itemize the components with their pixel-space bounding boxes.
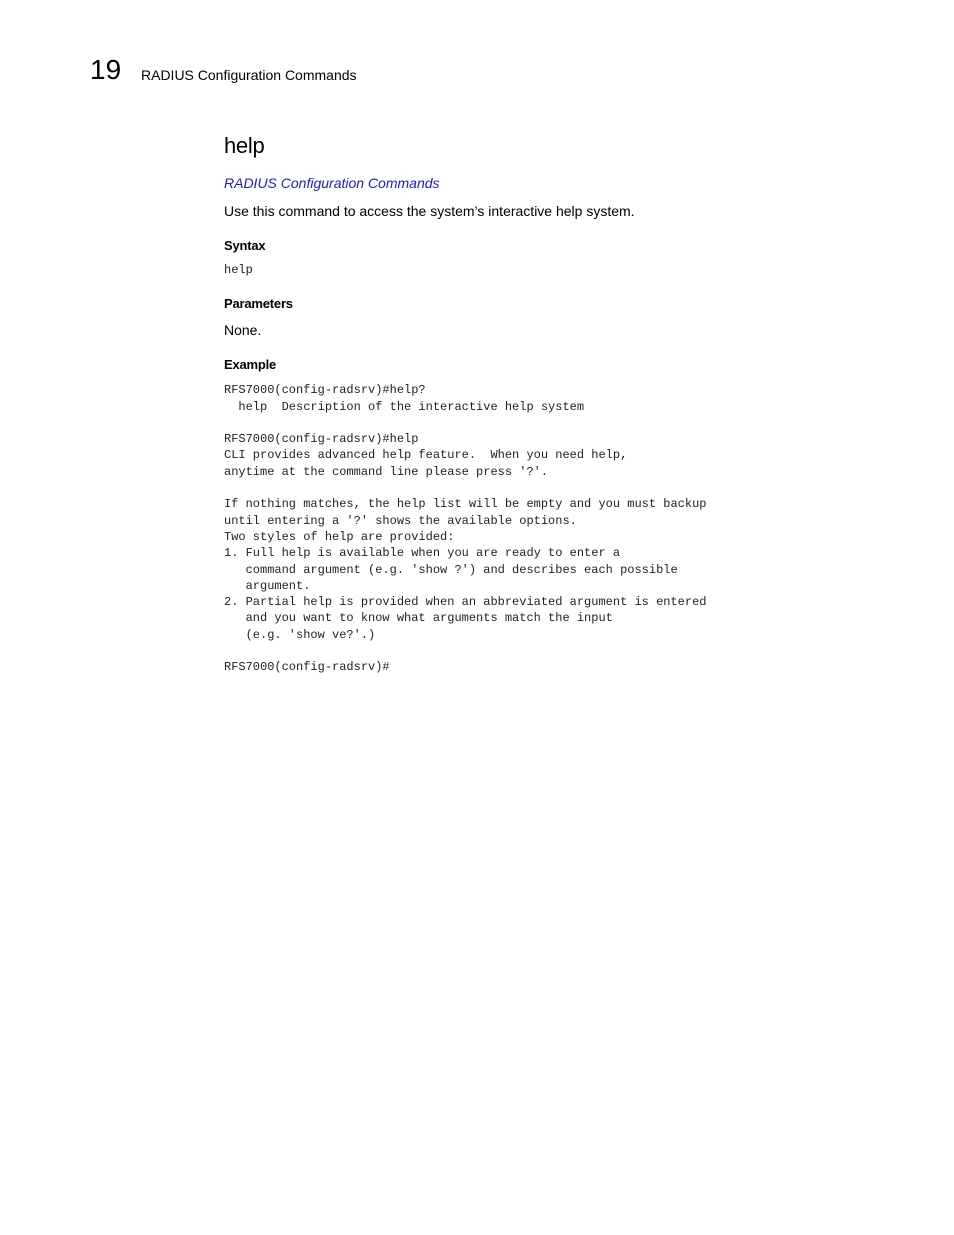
main-content: [224, 132, 844, 676]
syntax-heading: Syntax: [224, 238, 266, 253]
example-code: RFS7000(config-radsrv)#help? help Description of the interactive help system RFS7000(config-radsrv)#help CLI provides advanced help feature. When you need help, anytime at the command line please press '?'. If nothing matches, the help list will be empty and you must backup until entering a '?' shows the available options. Two styles of help are provided: 1. Full help is available when you are ready to enter a command argument (e.g. 'show ?') and describes each possible argument. 2. Partial help is provided when an abbreviated argument is entered and you want to know what arguments match the input (e.g. 'show ve?'.) RFS7000(config-radsrv)#: [224, 383, 707, 675]
example-heading: Example: [224, 357, 277, 373]
page-title: help: [224, 133, 265, 158]
chapter-number: 19: [90, 54, 122, 85]
parameters-heading: Parameters: [224, 296, 293, 312]
running-header-title: RADIUS Configuration Commands: [141, 67, 357, 83]
crosslink-radius-commands[interactable]: RADIUS Configuration Commands: [224, 175, 440, 191]
command-description: Use this command to access the system’s interactive help system.: [224, 203, 635, 219]
syntax-code: help: [224, 263, 253, 277]
parameters-text: None.: [224, 322, 262, 339]
